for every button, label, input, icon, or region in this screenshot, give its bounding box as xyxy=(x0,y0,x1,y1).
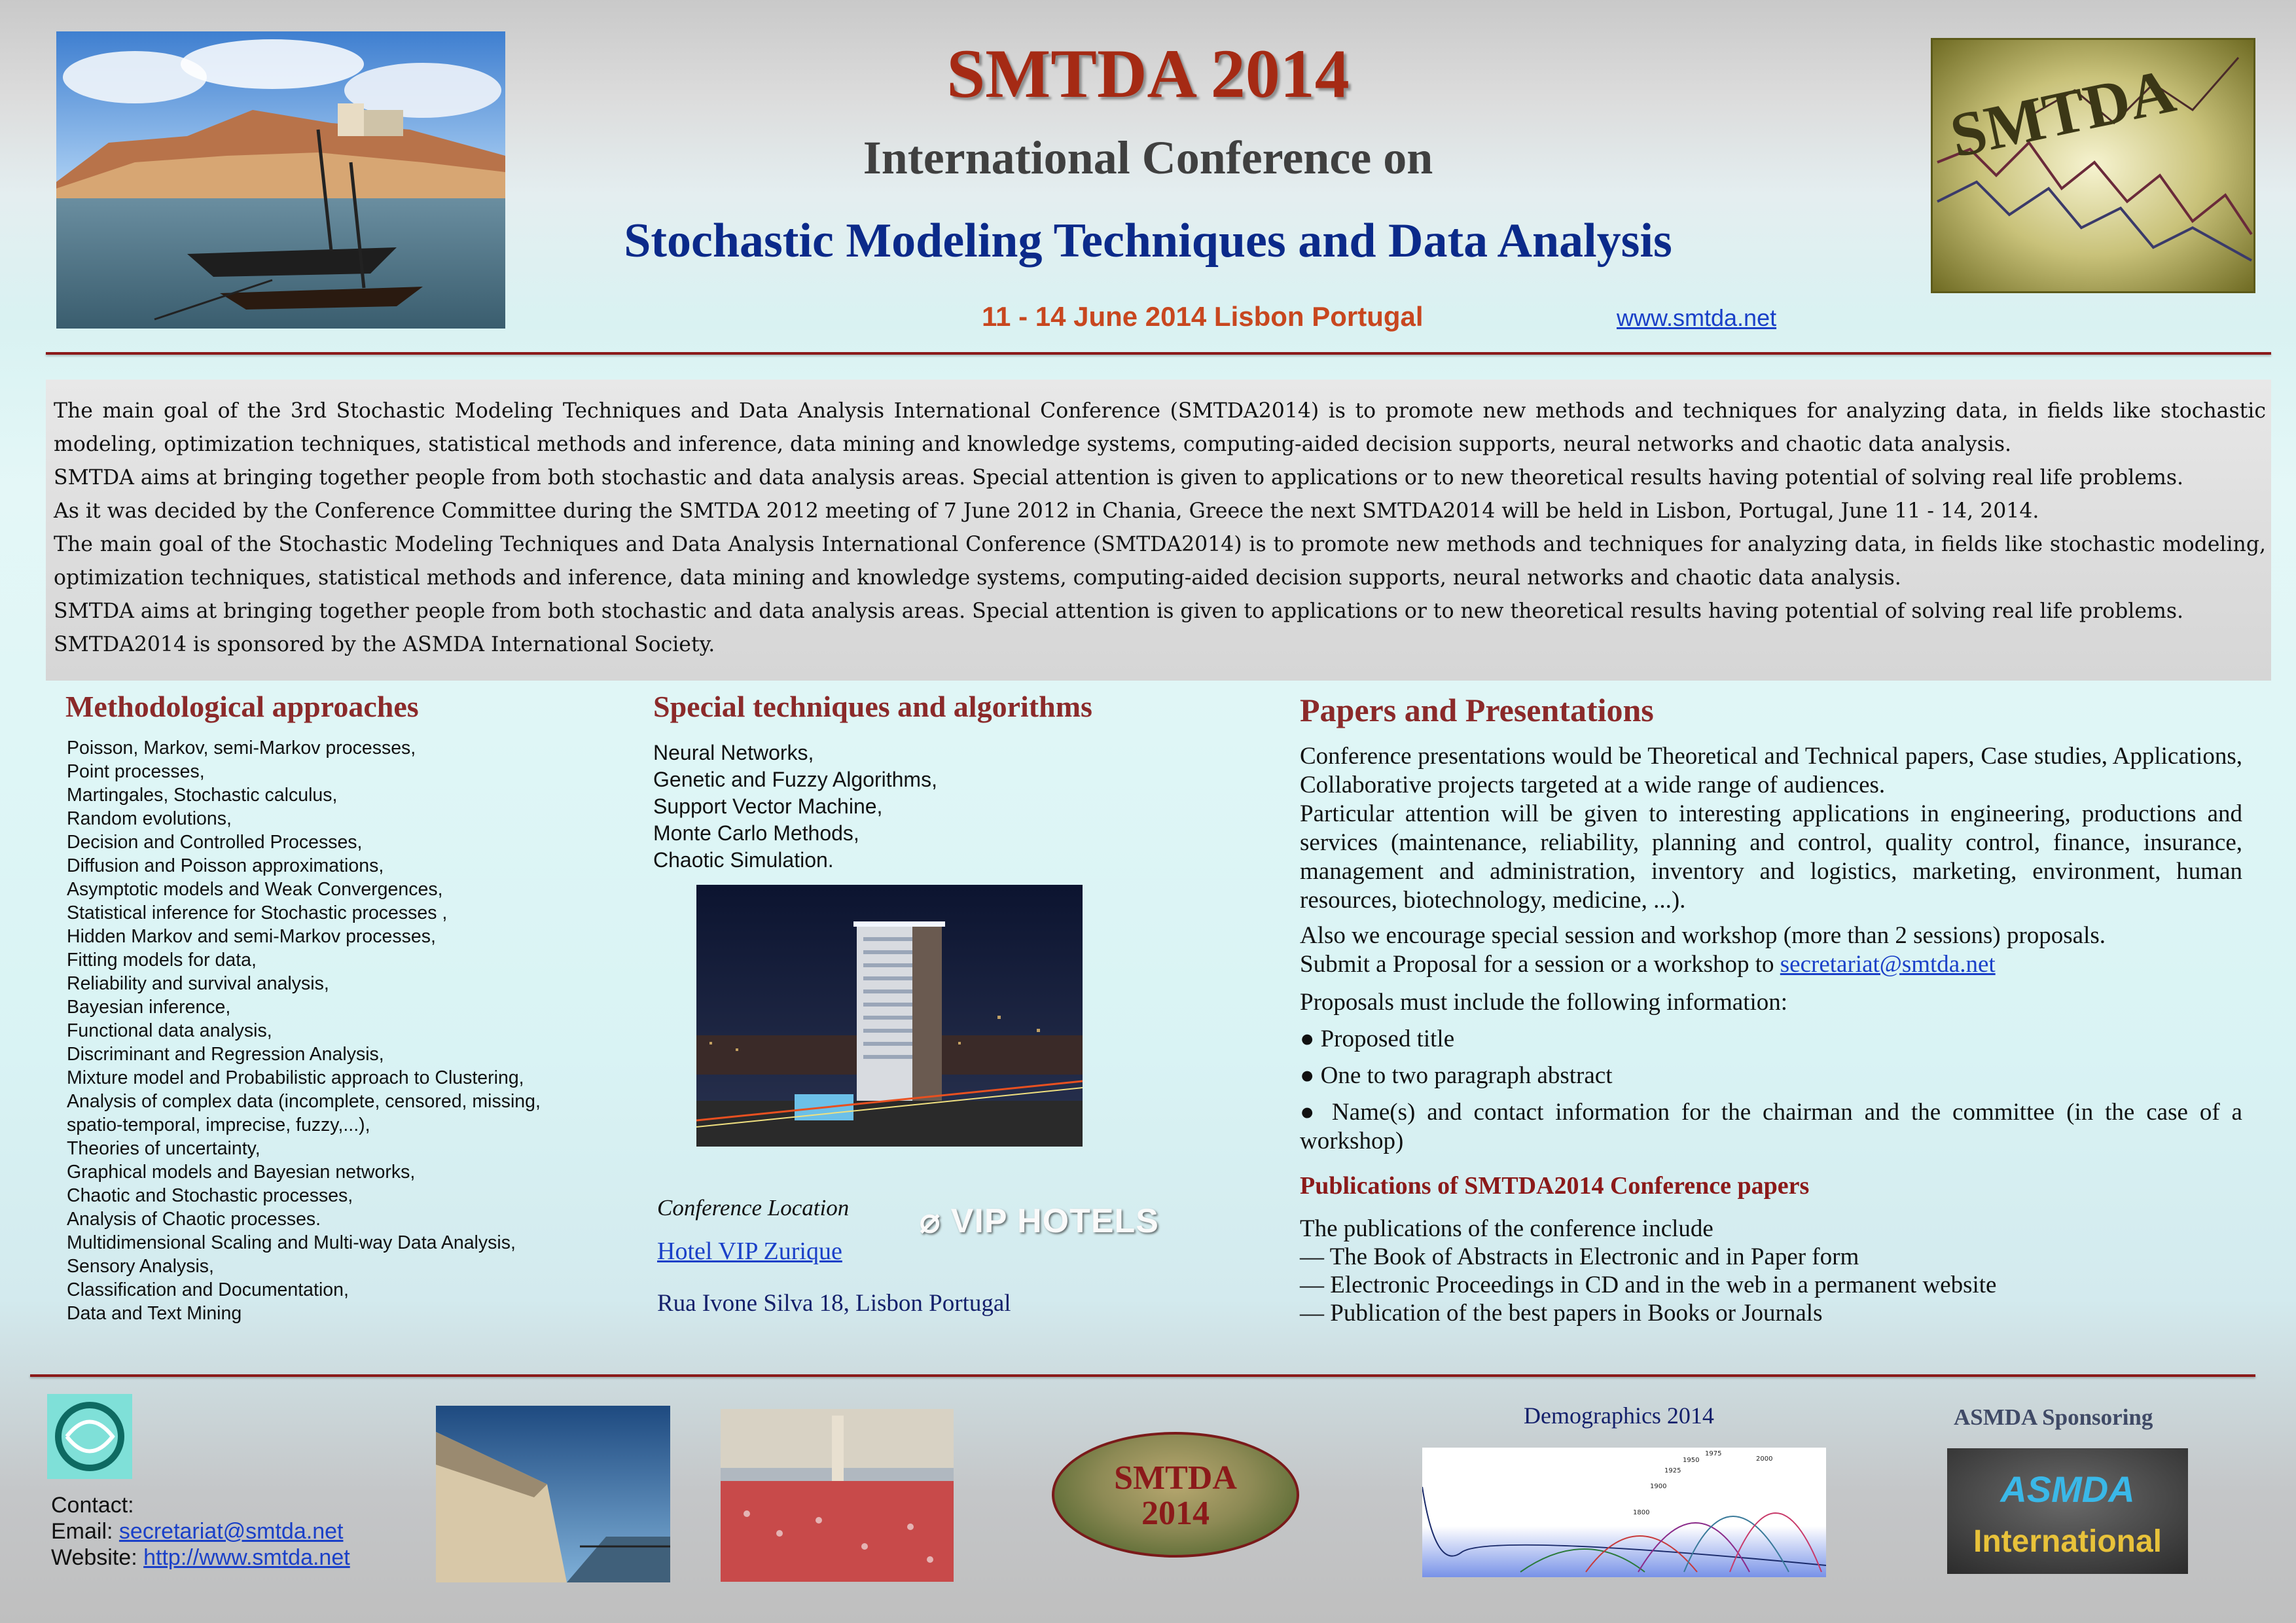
list-item: — The Book of Abstracts in Electronic and in Paper form xyxy=(1300,1243,1859,1270)
footer-divider xyxy=(30,1374,2255,1377)
list-item: Statistical inference for Stochastic processes , xyxy=(67,902,448,923)
v-mark-icon: ⌀ xyxy=(920,1202,951,1240)
proposal-text: Submit a Proposal for a session or a workshop to xyxy=(1300,951,1780,978)
vip-hotels-brand: VIP HOTELS xyxy=(950,1202,1159,1240)
demographics-chart xyxy=(1422,1448,1826,1577)
intro-paragraph: SMTDA aims at bringing together people from both stochastic and data analysis areas. Special attention is given to applications or to new theoretical results having potential of solving real life problems. xyxy=(54,599,2184,623)
contact-email-link[interactable]: secretariat@smtda.net xyxy=(118,1519,344,1544)
special-techniques-title: Special techniques and algorithms xyxy=(653,690,1092,723)
badge-line-2: 2014 xyxy=(1141,1495,1210,1532)
papers-paragraph: Conference presentations would be Theoretical and Technical papers, Case studies, Applications, Collaborative projects targeted at a wide range of audiences. xyxy=(1300,743,2242,798)
list-item: Chaotic and Stochastic processes, xyxy=(67,1185,353,1206)
intro-paragraph: As it was decided by the Conference Committee during the SMTDA 2012 meeting of 7 June 2012 in Chania, Greece the next SMTDA2014 will be held in Lisbon, Portugal, June 11 - 14, 2014. xyxy=(54,499,2039,523)
year-label: 1975 xyxy=(1705,1450,1722,1457)
bullet-icon: ● xyxy=(1300,1062,1321,1089)
contact-website-row xyxy=(51,1544,350,1571)
list-item: Multidimensional Scaling and Multi-way Data Analysis, xyxy=(67,1232,516,1253)
intro-text xyxy=(54,395,2266,662)
smtda-logo-text: SMTDA xyxy=(1944,55,2181,171)
list-item: Graphical models and Bayesian networks, xyxy=(67,1162,416,1183)
year-label: 1900 xyxy=(1650,1483,1667,1490)
smtda-2014-badge xyxy=(1052,1432,1299,1558)
list-item: Genetic and Fuzzy Algorithms, xyxy=(653,768,937,791)
website-link[interactable]: www.smtda.net xyxy=(1617,304,1777,331)
year-label: 1800 xyxy=(1633,1509,1650,1516)
list-item: Bayesian inference, xyxy=(67,997,231,1018)
list-item xyxy=(1300,1025,2242,1054)
demographics-title: Demographics 2014 xyxy=(1524,1402,1714,1429)
papers-paragraph: Proposals must include the following information: xyxy=(1300,989,1788,1016)
contact-block xyxy=(51,1492,350,1571)
proposal-email-link[interactable]: secretariat@smtda.net xyxy=(1780,951,1996,978)
hotel-photo xyxy=(696,885,1083,1147)
list-item: Mixture model and Probabilistic approach to Clustering, xyxy=(67,1067,524,1088)
list-item xyxy=(1300,1098,2242,1156)
hotel-address: Rua Ivone Silva 18, Lisbon Portugal xyxy=(657,1290,1011,1317)
asmda-logo xyxy=(1947,1448,2188,1574)
intro-paragraph: The main goal of the 3rd Stochastic Modeling Techniques and Data Analysis International Conference (SMTDA2014) is to promote new methods and techniques for analyzing data, in fields like stochastic modeling, optimization techniques, statistical methods and inference, data mining and knowledge systems, computing-aided decision supports, neural networks and chaotic data analysis. xyxy=(54,399,2266,456)
year-label: 1925 xyxy=(1664,1467,1681,1474)
header-divider xyxy=(46,352,2271,355)
conference-subtitle: International Conference on xyxy=(863,132,1433,184)
list-item: Hidden Markov and semi-Markov processes, xyxy=(67,926,436,947)
methodological-list xyxy=(67,736,541,1325)
contact-label: Contact: xyxy=(51,1493,134,1518)
bullet-text: Name(s) and contact information for the chairman and the committee (in the case of a workshop) xyxy=(1300,1099,2242,1154)
contact-email-row xyxy=(51,1518,350,1544)
publications-list xyxy=(1300,1215,1996,1327)
list-item: Asymptotic models and Weak Convergences, xyxy=(67,879,443,900)
list-item: Theories of uncertainty, xyxy=(67,1138,260,1159)
email-label: Email: xyxy=(51,1519,119,1544)
asmda-sponsoring-title: ASMDA Sponsoring xyxy=(1954,1404,2153,1430)
year-label: 1950 xyxy=(1683,1457,1700,1464)
hotel-link[interactable]: Hotel VIP Zurique xyxy=(657,1238,842,1265)
list-item: Support Vector Machine, xyxy=(653,794,883,818)
year-label: 2000 xyxy=(1756,1455,1773,1463)
contact-website-link[interactable]: http://www.smtda.net xyxy=(143,1545,350,1570)
list-item: — Publication of the best papers in Books or Journals xyxy=(1300,1300,1823,1327)
bullet-icon: ● xyxy=(1300,1026,1321,1052)
papers-title: Papers and Presentations xyxy=(1300,692,1654,728)
list-item: Analysis of Chaotic processes. xyxy=(67,1209,321,1230)
list-item: Analysis of complex data (incomplete, censored, missing, xyxy=(67,1091,541,1112)
bullet-text: Proposed title xyxy=(1320,1026,1455,1052)
list-item: Martingales, Stochastic calculus, xyxy=(67,785,338,806)
conference-dates: 11 - 14 June 2014 Lisbon Portugal xyxy=(982,301,1424,332)
proposal-requirements-list xyxy=(1300,1025,2242,1156)
asmda-logo-line-2: International xyxy=(1973,1524,2162,1559)
bullet-text: One to two paragraph abstract xyxy=(1320,1062,1613,1089)
badge-line-1: SMTDA xyxy=(1114,1459,1237,1497)
list-item: Sensory Analysis, xyxy=(67,1256,214,1277)
lisbon-square-photo xyxy=(721,1409,954,1582)
publications-title: Publications of SMTDA2014 Conference papers xyxy=(1300,1172,1810,1200)
list-item: spatio-temporal, imprecise, fuzzy,...), xyxy=(67,1115,370,1135)
conference-location-label: Conference Location xyxy=(657,1195,850,1221)
list-item xyxy=(1300,1061,2242,1090)
papers-body xyxy=(1300,742,2242,1156)
list-item: Poisson, Markov, semi-Markov processes, xyxy=(67,738,416,758)
intro-paragraph: SMTDA2014 is sponsored by the ASMDA International Society. xyxy=(54,633,715,656)
list-item: Discriminant and Regression Analysis, xyxy=(67,1044,384,1065)
papers-paragraph: Particular attention will be given to interesting applications in engineering, productions and services (maintenance, reliability, planning and control, quality control, finance, insurance, management and administration, inventory and logistics, marketing, environment, human resources, biotechnology, medicine, ...). xyxy=(1300,800,2242,914)
methodological-title: Methodological approaches xyxy=(65,690,419,723)
intro-paragraph: The main goal of the Stochastic Modeling Techniques and Data Analysis International Conference (SMTDA2014) is to promote new methods and techniques for analyzing data, in fields like stochastic modeling, optimization techniques, statistical methods and inference, data mining and knowledge systems, computing-aided decision supports, neural networks and chaotic data analysis. xyxy=(54,533,2266,590)
list-item: Diffusion and Poisson approximations, xyxy=(67,855,384,876)
asmda-logo-line-1: ASMDA xyxy=(2000,1469,2135,1510)
special-techniques-list xyxy=(653,740,937,874)
proposal-line xyxy=(1300,950,2242,979)
smtda-logo xyxy=(1931,38,2255,293)
papers-paragraph: Also we encourage special session and workshop (more than 2 sessions) proposals. xyxy=(1300,922,2106,949)
swirl-logo xyxy=(47,1394,132,1479)
monument-photo xyxy=(436,1406,670,1582)
list-item: Decision and Controlled Processes, xyxy=(67,832,363,853)
list-item: Monte Carlo Methods, xyxy=(653,821,859,845)
website-label: Website: xyxy=(51,1545,144,1570)
list-item: Classification and Documentation, xyxy=(67,1279,349,1300)
list-item: Point processes, xyxy=(67,761,205,782)
list-item: The publications of the conference include xyxy=(1300,1215,1713,1242)
list-item: Reliability and survival analysis, xyxy=(67,973,329,994)
bullet-icon: ● xyxy=(1300,1099,1332,1126)
vip-hotels-logo xyxy=(920,1202,1159,1241)
list-item: Fitting models for data, xyxy=(67,950,257,971)
list-item: — Electronic Proceedings in CD and in the web in a permanent website xyxy=(1300,1272,1997,1298)
list-item: Functional data analysis, xyxy=(67,1020,272,1041)
intro-paragraph: SMTDA aims at bringing together people from both stochastic and data analysis areas. Special attention is given to applications or to new theoretical results having potential of solving real life problems. xyxy=(54,466,2184,490)
conference-topic: Stochastic Modeling Techniques and Data Analysis xyxy=(624,214,1672,268)
list-item: Chaotic Simulation. xyxy=(653,848,834,872)
list-item: Random evolutions, xyxy=(67,808,232,829)
conference-title: SMTDA 2014 xyxy=(946,35,1350,112)
list-item: Neural Networks, xyxy=(653,741,814,764)
list-item: Data and Text Mining xyxy=(67,1303,242,1324)
